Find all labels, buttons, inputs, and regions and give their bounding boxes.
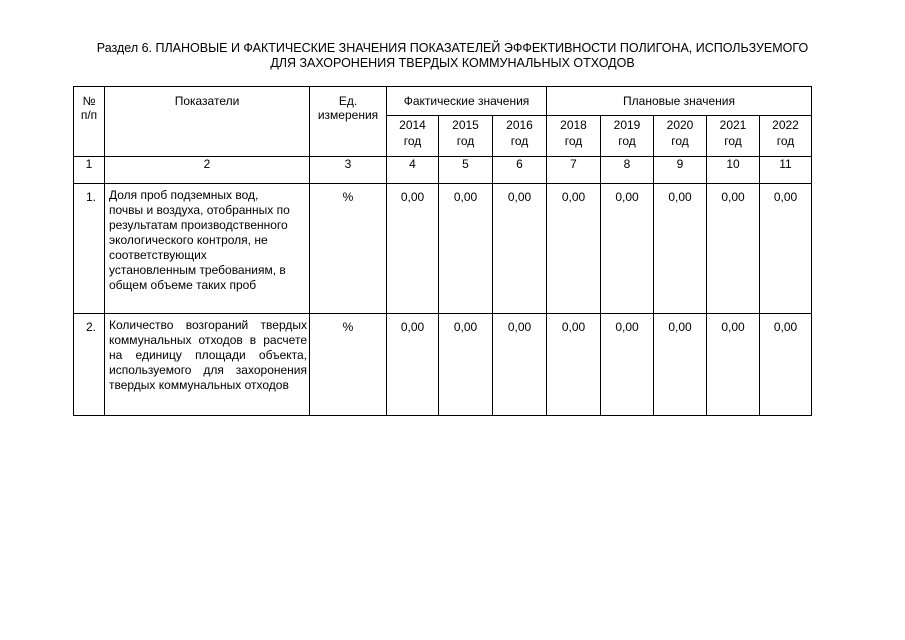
indicator-line: общем объеме таких проб — [109, 278, 257, 292]
year-word: год — [456, 134, 475, 148]
header-num-cell — [74, 87, 105, 157]
year-label: 2021 — [719, 118, 747, 132]
year-label: 2018 — [560, 118, 587, 132]
year-word: год — [564, 134, 583, 148]
indicator-line: экологического контроля, не — [109, 233, 268, 247]
year-word: год — [618, 134, 636, 148]
year-label: 2015 — [452, 118, 479, 132]
unit-cell: % — [310, 314, 387, 416]
header-unit-line-2: измерения — [317, 108, 379, 122]
header-unit-line-1: Ед. — [338, 94, 358, 108]
indicator-line: результатам производственного — [109, 218, 288, 232]
value-cell: 0,00 — [707, 314, 760, 416]
value-cell: 0,00 — [654, 314, 707, 416]
year-label: 2020 — [666, 118, 694, 132]
column-number: 10 — [707, 157, 760, 184]
value-cell: 0,00 — [547, 314, 601, 416]
year-cell-2015 — [439, 116, 493, 157]
column-number: 11 — [760, 157, 812, 184]
year-word: год — [403, 134, 422, 148]
table-row — [74, 314, 812, 416]
indicator-text: Количество возгораний твердых коммунальных отходов в расчете на единицу площади объекта, используемого для захоронения твердых коммунальных отходов — [105, 314, 310, 416]
value-cell: 0,00 — [654, 184, 707, 314]
column-number: 4 — [387, 157, 439, 184]
indicator-line: почвы и воздуха, отобранных по — [109, 203, 290, 217]
table-row — [74, 184, 812, 314]
year-label: 2016 — [506, 118, 533, 132]
value-cell: 0,00 — [760, 184, 812, 314]
indicators-table — [73, 86, 812, 416]
year-word: год — [724, 134, 742, 148]
column-number: 3 — [310, 157, 387, 184]
year-label: 2014 — [399, 118, 426, 132]
unit-cell: % — [310, 184, 387, 314]
year-label: 2019 — [613, 118, 641, 132]
header-unit-cell — [310, 87, 387, 157]
column-number: 7 — [547, 157, 601, 184]
section-title — [70, 41, 835, 71]
row-index: 2. — [74, 314, 105, 416]
header-row-1 — [74, 87, 812, 116]
year-word: год — [510, 134, 529, 148]
year-cell-2014 — [387, 116, 439, 157]
value-cell: 0,00 — [439, 184, 493, 314]
section-title-line-2: ДЛЯ ЗАХОРОНЕНИЯ ТВЕРДЫХ КОММУНАЛЬНЫХ ОТХОДОВ — [270, 56, 635, 70]
header-indicators: Показатели — [105, 87, 310, 157]
value-cell: 0,00 — [601, 184, 654, 314]
year-cell-2020 — [654, 116, 707, 157]
year-cell-2018 — [547, 116, 601, 157]
value-cell: 0,00 — [601, 314, 654, 416]
year-cell-2022 — [760, 116, 812, 157]
value-cell: 0,00 — [493, 314, 547, 416]
column-number: 9 — [654, 157, 707, 184]
column-number-row — [74, 157, 812, 184]
value-cell: 0,00 — [387, 184, 439, 314]
header-num-abbr: п/п — [80, 108, 98, 122]
value-cell: 0,00 — [493, 184, 547, 314]
column-number: 8 — [601, 157, 654, 184]
value-cell: 0,00 — [387, 314, 439, 416]
year-cell-2019 — [601, 116, 654, 157]
header-planned-group: Плановые значения — [547, 87, 812, 116]
section-title-line-1: Раздел 6. ПЛАНОВЫЕ И ФАКТИЧЕСКИЕ ЗНАЧЕНИЯ ПОКАЗАТЕЛЕЙ ЭФФЕКТИВНОСТИ ПОЛИГОНА, ИСПОЛЬЗУЕМОГО — [96, 41, 809, 55]
year-word: год — [671, 134, 689, 148]
value-cell: 0,00 — [760, 314, 812, 416]
column-number: 1 — [74, 157, 105, 184]
year-cell-2016 — [493, 116, 547, 157]
indicator-line: установленным требованиям, в — [109, 263, 286, 277]
column-number: 6 — [493, 157, 547, 184]
year-word: год — [776, 134, 795, 148]
value-cell: 0,00 — [439, 314, 493, 416]
indicator-line: Доля проб подземных вод, — [109, 188, 259, 202]
column-number: 5 — [439, 157, 493, 184]
year-cell-2021 — [707, 116, 760, 157]
value-cell: 0,00 — [547, 184, 601, 314]
value-cell: 0,00 — [707, 184, 760, 314]
row-index: 1. — [74, 184, 105, 314]
header-actual-group: Фактические значения — [387, 87, 547, 116]
year-label: 2022 — [772, 118, 799, 132]
indicator-line: соответствующих — [109, 248, 207, 262]
indicator-text — [105, 184, 310, 314]
header-num-symbol: № — [82, 94, 96, 108]
column-number: 2 — [105, 157, 310, 184]
